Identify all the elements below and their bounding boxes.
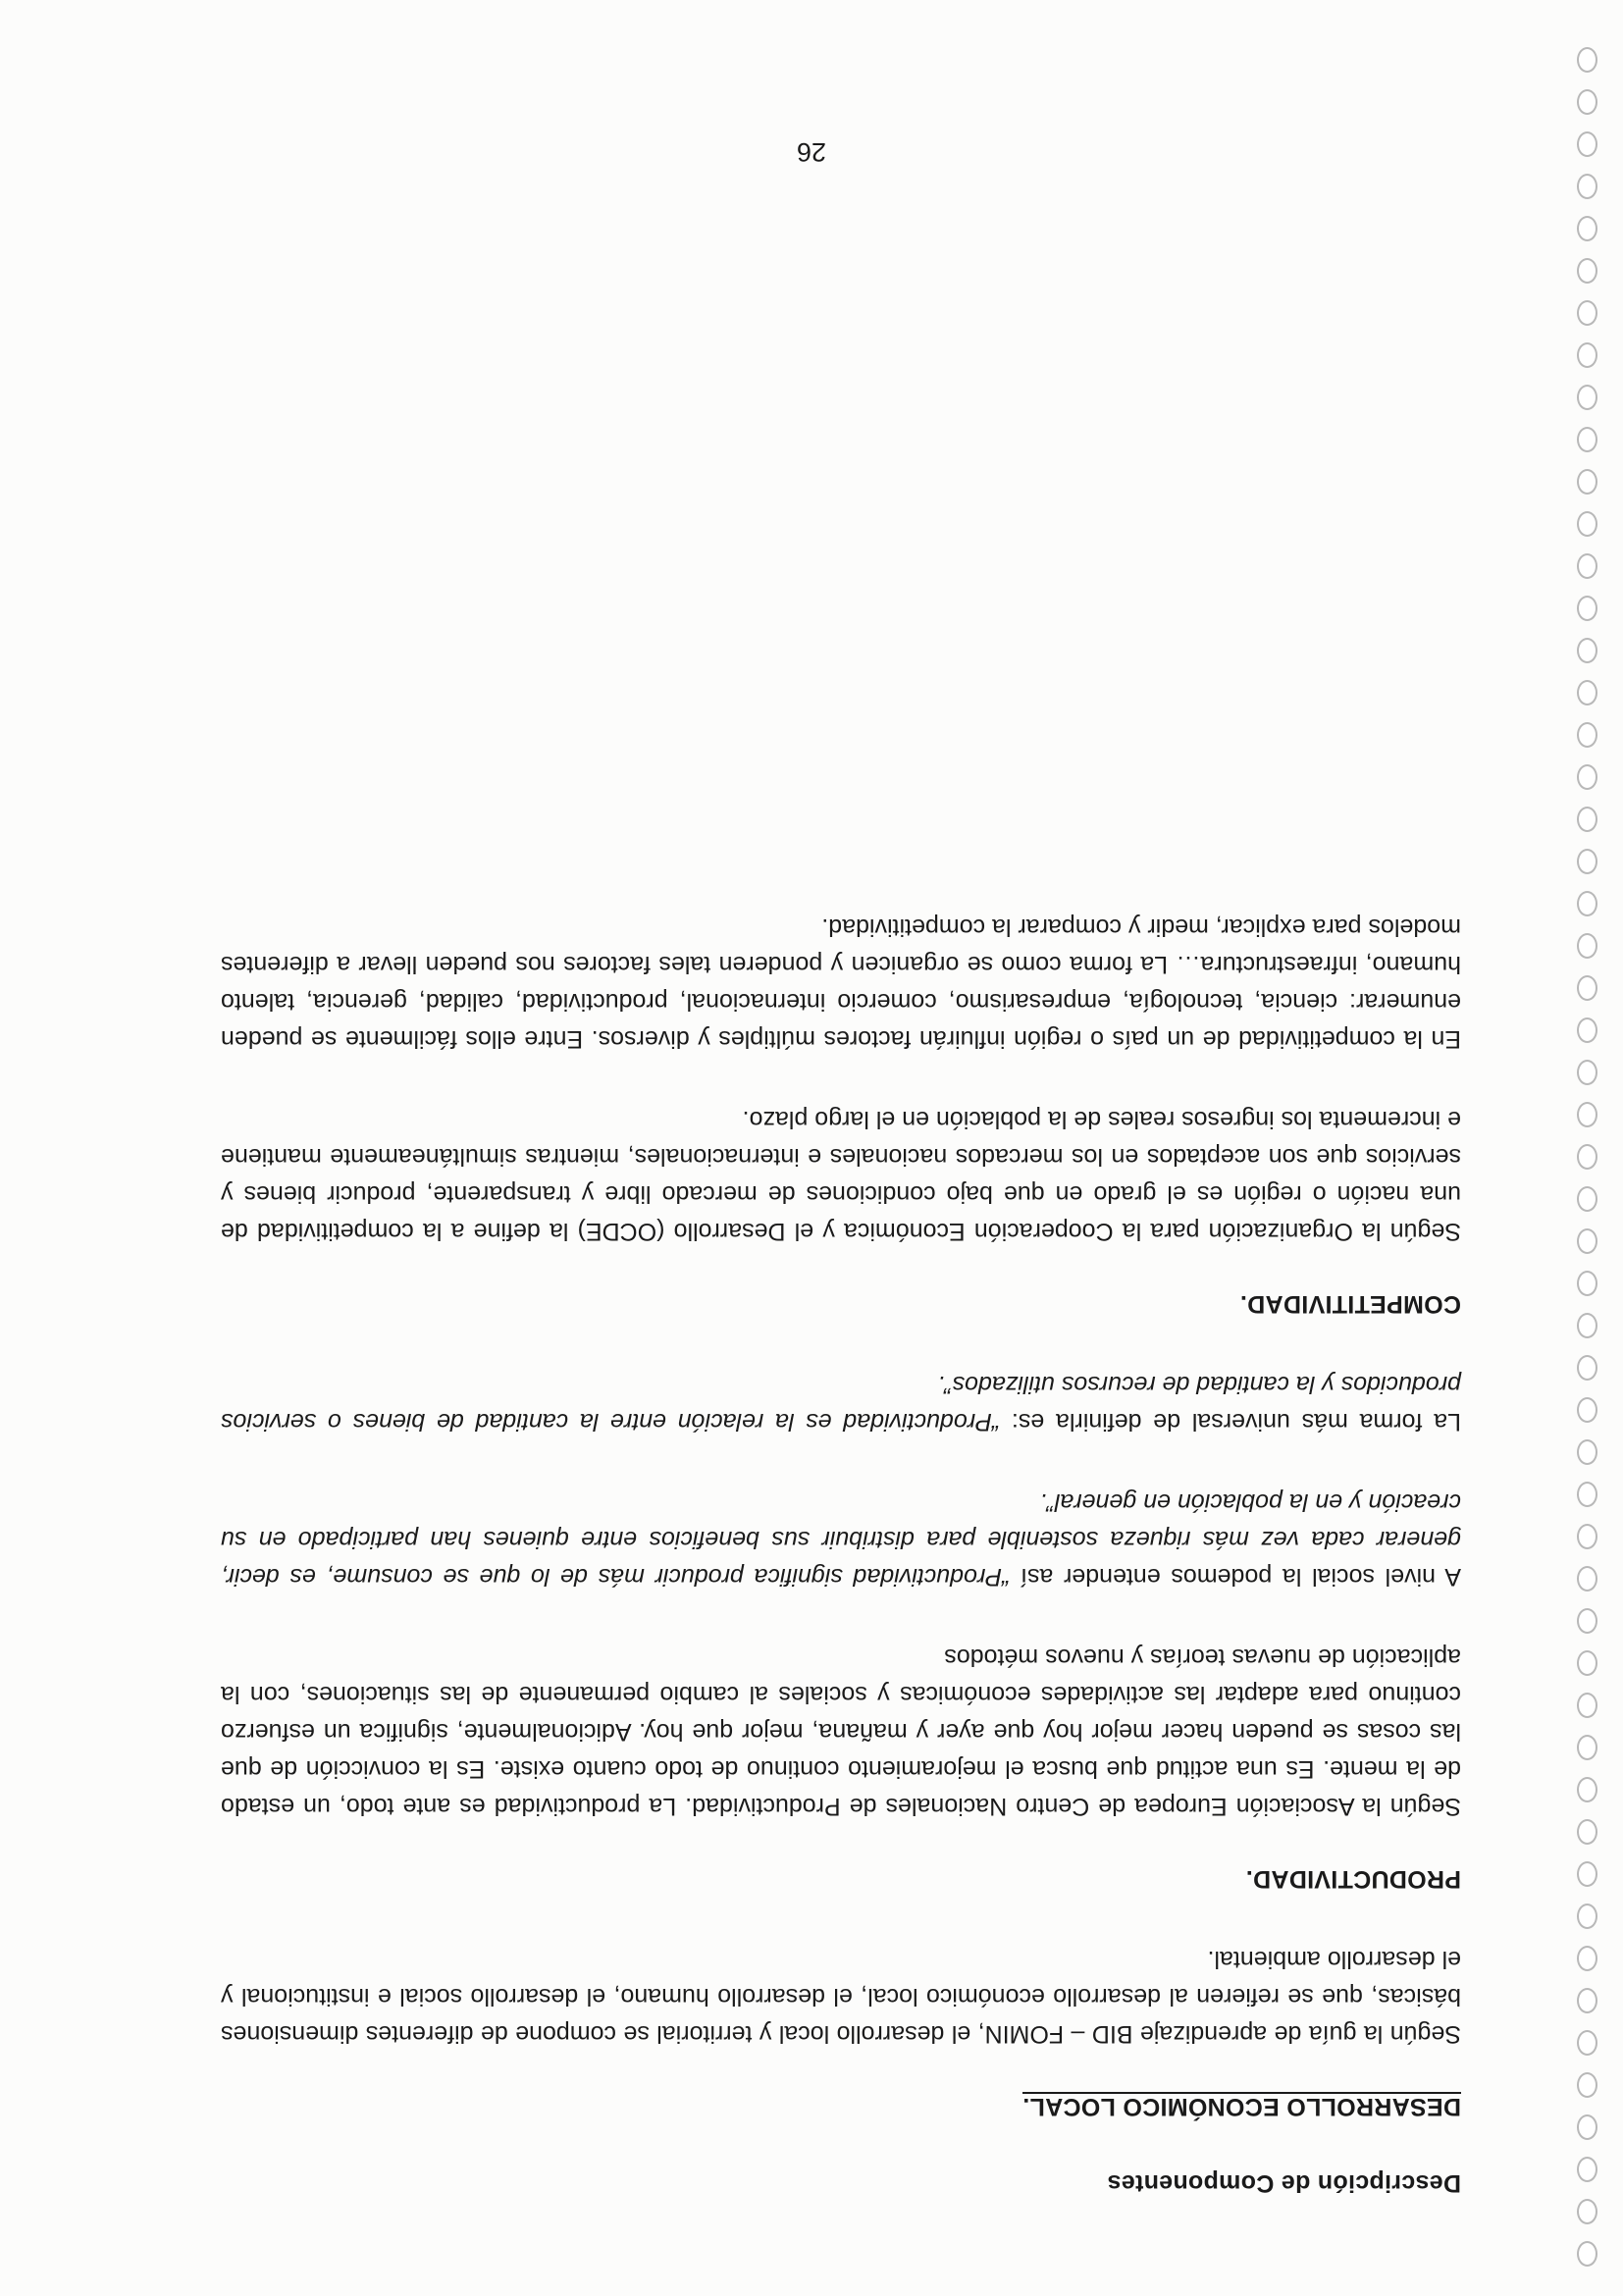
binding-hole-icon bbox=[1577, 216, 1597, 241]
binding-hole-icon bbox=[1577, 1355, 1597, 1381]
binding-hole-icon bbox=[1577, 1861, 1597, 1887]
binding-hole-icon bbox=[1577, 427, 1597, 452]
binding-hole-icon bbox=[1577, 1693, 1597, 1718]
paragraph: Según la Asociación Europea de Centro Nacionales de Productividad. La productividad es ante todo, un estado de la mente. Es una actitud que busca el mejoramiento continuo de todo cuanto existe. Es la convicción de que las cosas se pueden hacer mejor hoy que ayer y mañana, mejor que hoy. Adicionalmente, significa un esfuerzo continuo para adaptar las actividades económicas y sociales al cambio permanente de las situaciones, con la aplicación de nuevas teorías y nuevos métodos bbox=[221, 1644, 1461, 1820]
section-title-competitividad: COMPETITIVIDAD. bbox=[1239, 1290, 1461, 1318]
binding-hole-icon bbox=[1577, 1650, 1597, 1676]
binding-hole-icon bbox=[1577, 764, 1597, 790]
binding-hole-icon bbox=[1577, 342, 1597, 368]
binding-hole-icon bbox=[1577, 1186, 1597, 1212]
binding-hole-icon bbox=[1577, 891, 1597, 916]
binding-hole-icon bbox=[1577, 1397, 1597, 1423]
binding-hole-icon bbox=[1577, 849, 1597, 874]
binding-hole-icon bbox=[1577, 1904, 1597, 1929]
binding-hole-icon bbox=[1577, 722, 1597, 748]
binding-hole-icon bbox=[1577, 174, 1597, 199]
binding-hole-icon bbox=[1577, 1777, 1597, 1802]
binding-hole-icon bbox=[1577, 2157, 1597, 2182]
binding-hole-icon bbox=[1577, 1102, 1597, 1127]
binding-hole-icon bbox=[1577, 258, 1597, 284]
binding-hole-icon bbox=[1577, 1228, 1597, 1254]
page-body bbox=[221, 865, 1461, 2202]
binding-hole-icon bbox=[1577, 1608, 1597, 1634]
binding-hole-icon bbox=[1577, 807, 1597, 832]
binding-hole-icon bbox=[1577, 1439, 1597, 1465]
quote: “Productividad significa producir más de lo que se consume, es decir, generar cada vez más riqueza sostenible para distribuir sus beneficios entre quienes han participado en su creación y en la población en general”. bbox=[220, 1488, 1461, 1591]
binding-hole-icon bbox=[1577, 933, 1597, 959]
binding-hole-icon bbox=[1577, 1819, 1597, 1845]
binding-hole-icon bbox=[1577, 2030, 1597, 2056]
binding-hole-icon bbox=[1577, 1482, 1597, 1507]
binding-hole-icon bbox=[1577, 1735, 1597, 1760]
binding-hole-icon bbox=[1577, 596, 1597, 621]
binding-hole-icon bbox=[1577, 2114, 1597, 2140]
quote: “Productividad es la relación entre la cantidad de bienes o servicios producidos y la cantidad de recursos utilizados”. bbox=[221, 1371, 1461, 1435]
binding-hole-icon bbox=[1577, 638, 1597, 663]
binding-hole-icon bbox=[1577, 47, 1597, 73]
binding-holes bbox=[1568, 29, 1607, 2267]
paragraph-intro: A nivel social la podemos entender así bbox=[1010, 1563, 1461, 1591]
paragraph: En la competitividad de un país o región influirán factores múltiples y diversos. Entre ellos fácilmente se pueden enumerar: ciencia, tecnología, empresarismo, comercio internacional, productividad, calidad, gerencia, talento humano, infraestructura… La forma como se organicen y ponderen tales factores nos pueden llevar a diferentes modelos para explicar, medir y comparar la competitividad. bbox=[221, 913, 1461, 1053]
binding-hole-icon bbox=[1577, 385, 1597, 410]
binding-hole-icon bbox=[1577, 1271, 1597, 1296]
document-heading: Descripción de Componentes bbox=[1107, 2169, 1461, 2197]
binding-hole-icon bbox=[1577, 469, 1597, 495]
paragraph bbox=[221, 1366, 1461, 1440]
paragraph bbox=[221, 1484, 1461, 1595]
binding-hole-icon bbox=[1577, 2199, 1597, 2224]
page-number: 26 bbox=[796, 137, 827, 167]
binding-hole-icon bbox=[1577, 1524, 1597, 1549]
binding-hole-icon bbox=[1577, 2241, 1597, 2267]
paragraph: Según la Organización para la Cooperación Económica y el Desarrollo (OCDE) la define a la competitividad de una nación o región es el grado en que bajo condiciones de mercado libre y transparente, producir bienes y servicios que son aceptados en los mercados nacionales e internacionales, mientras simultáneamente mantiene e incrementa los ingresos reales de la población en el largo plazo. bbox=[221, 1106, 1461, 1245]
binding-hole-icon bbox=[1577, 1018, 1597, 1043]
paragraph-intro: La forma más universal de definirla es: bbox=[1000, 1408, 1461, 1435]
binding-hole-icon bbox=[1577, 680, 1597, 705]
binding-hole-icon bbox=[1577, 1566, 1597, 1592]
binding-hole-icon bbox=[1577, 975, 1597, 1001]
binding-hole-icon bbox=[1577, 1144, 1597, 1170]
binding-hole-icon bbox=[1577, 1060, 1597, 1085]
binding-hole-icon bbox=[1577, 1946, 1597, 1971]
section-title-productividad: PRODUCTIVIDAD. bbox=[1245, 1865, 1461, 1893]
binding-hole-icon bbox=[1577, 1988, 1597, 2013]
binding-hole-icon bbox=[1577, 300, 1597, 326]
paragraph: Según la guía de aprendizaje BID – FOMIN, el desarrollo local y territorial se compone de diferentes dimensiones básicas, que se refieren al desarrollo económico local, el desarrollo humano, el desarrollo social e institucional y el desarrollo ambiental. bbox=[221, 1946, 1461, 2048]
binding-hole-icon bbox=[1577, 511, 1597, 537]
binding-hole-icon bbox=[1577, 89, 1597, 115]
binding-hole-icon bbox=[1577, 2072, 1597, 2098]
section-title-desarrollo: DESARROLLO ECONÓMICO LOCAL. bbox=[1022, 2093, 1461, 2120]
binding-hole-icon bbox=[1577, 1313, 1597, 1338]
binding-hole-icon bbox=[1577, 553, 1597, 579]
